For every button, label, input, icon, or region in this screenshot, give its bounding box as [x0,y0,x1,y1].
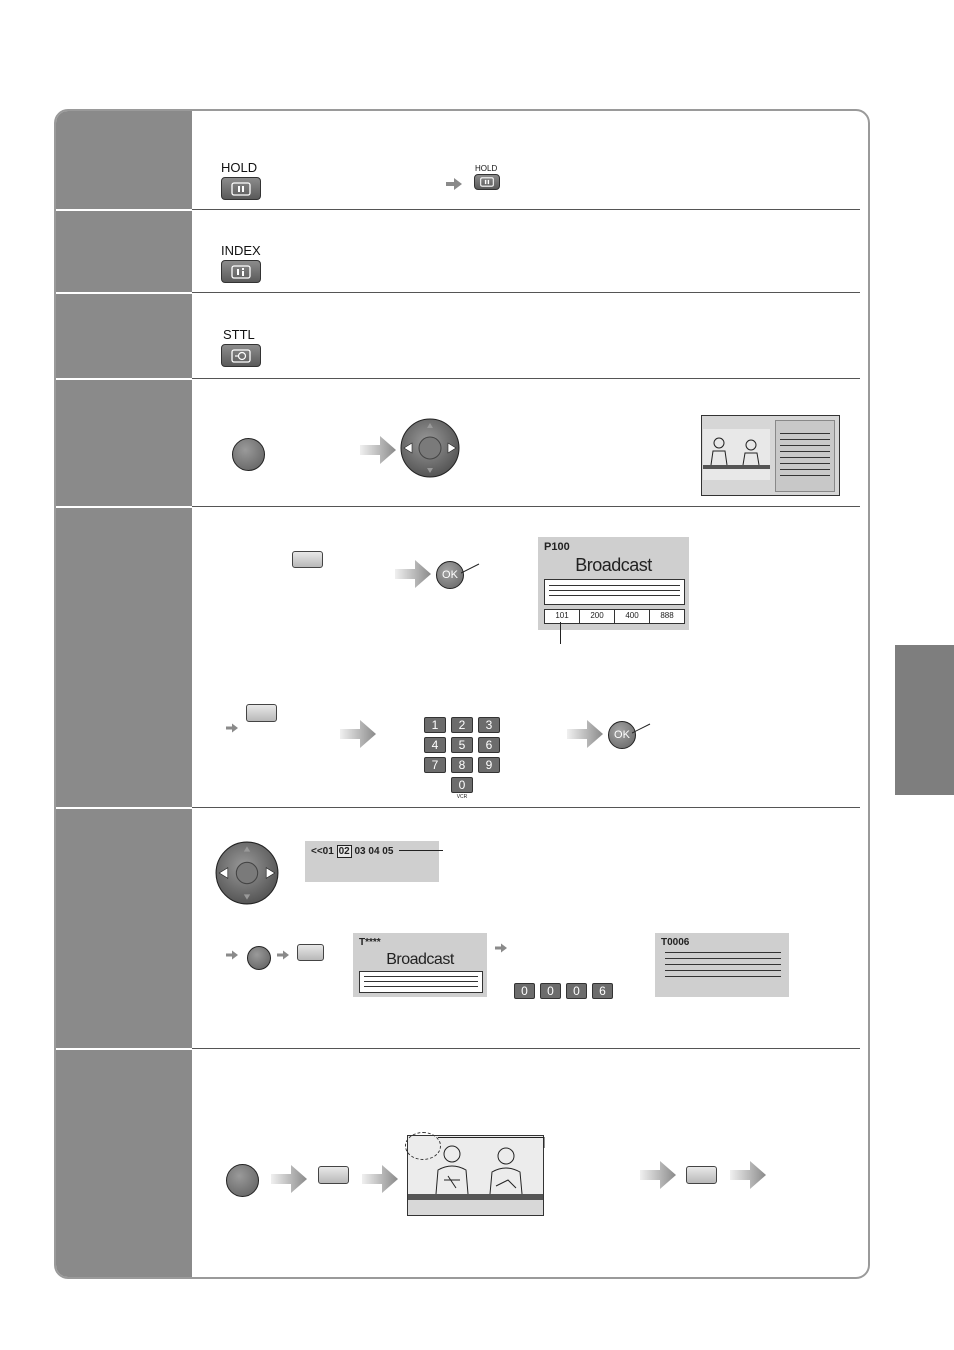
hold-key-label-small: HOLD [475,164,498,173]
chapter-side-tab [895,645,954,795]
dpad-icon [400,418,460,478]
arrow-icon [277,950,289,960]
page-number-entry [514,983,616,1001]
row-divider [192,292,860,293]
row-divider [192,378,860,379]
index-icon [231,265,251,279]
fastext-blue[interactable]: 888 [660,611,674,620]
timed-page-screen [353,933,487,997]
cursor-pad[interactable] [400,418,460,478]
text-area [544,579,685,605]
num-key-4[interactable]: 4 [424,737,446,753]
num-key-1[interactable]: 1 [424,717,446,733]
callout-line [399,849,445,853]
hold-icon [480,177,494,187]
digit-key[interactable]: 0 [514,983,535,999]
subpage-display [305,841,439,882]
timed-broadcast-title: Broadcast [386,951,454,968]
row-divider [56,292,192,294]
vcr-label: VCR [456,794,468,800]
subpage-selected: 02 [338,846,350,857]
fastext-bar [544,609,685,624]
ok-button-2[interactable]: OK [608,721,636,749]
arrow-icon [640,1161,676,1189]
row-divider [56,209,192,211]
digit-key[interactable]: 6 [592,983,613,999]
arrow-icon [226,723,238,733]
num-key-3[interactable]: 3 [478,717,500,733]
subtitle-icon [231,349,251,363]
arrow-icon [362,1165,398,1193]
broadcast-title: Broadcast [575,555,652,575]
digit-key[interactable]: 0 [566,983,587,999]
numeric-keypad [424,717,504,807]
digit-key[interactable]: 0 [540,983,561,999]
colour-key-button[interactable] [297,944,324,961]
function-label-column [56,111,192,1277]
num-key-2[interactable]: 2 [451,717,473,733]
ok-button[interactable]: OK [436,561,464,589]
num-key-9[interactable]: 9 [478,757,500,773]
dpad-icon [215,841,279,905]
text-panel [775,420,835,492]
hold-icon [231,182,251,196]
hold-button[interactable] [221,177,261,200]
subpage-next: 03 04 05 [351,846,394,857]
row-divider [56,1048,192,1050]
result-page-screen [655,933,789,997]
num-key-0[interactable]: 0 [451,777,473,793]
arrow-icon [340,720,376,748]
option-round-button-2[interactable] [247,946,271,970]
fastext-red[interactable]: 101 [545,610,580,623]
callout-line [438,1136,546,1150]
row-divider [56,506,192,508]
page-number: P100 [544,541,570,553]
callout-line [632,723,652,735]
row-divider [192,807,860,808]
option-round-button-3[interactable] [226,1164,259,1197]
cursor-pad-2[interactable] [215,841,279,905]
timed-text-area [359,971,483,993]
index-button[interactable] [221,260,261,283]
fastext-green[interactable]: 200 [580,610,615,623]
picture-and-text-screen [701,415,840,496]
hold-button-small[interactable] [474,174,500,190]
colour-key-button[interactable] [318,1166,349,1184]
arrow-icon [446,178,462,190]
option-round-button[interactable] [232,438,265,471]
row-divider [56,807,192,809]
hold-key-label: HOLD [221,160,258,175]
index-key-label: INDEX [221,243,261,258]
arrow-icon [360,436,396,464]
subpage-list [311,846,393,857]
update-indicator [405,1132,441,1160]
arrow-icon [226,950,238,960]
num-key-6[interactable]: 6 [478,737,500,753]
arrow-icon [271,1165,307,1193]
row-divider [192,209,860,210]
sttl-button[interactable] [221,344,261,367]
colour-key-button[interactable] [246,704,277,722]
result-page-number: T0006 [661,937,690,948]
picture-thumbnail [703,429,770,480]
num-key-5[interactable]: 5 [451,737,473,753]
fastext-yellow[interactable]: 400 [615,610,650,623]
teletext-screen [538,537,689,630]
num-key-7[interactable]: 7 [424,757,446,773]
callout-line [461,563,481,575]
colour-key-button[interactable] [292,551,323,568]
colour-key-button[interactable] [686,1166,717,1184]
row-divider [56,378,192,380]
arrow-icon [395,560,431,588]
num-key-8[interactable]: 8 [451,757,473,773]
arrow-icon [495,943,507,953]
subpage-prev: <<01 [311,846,337,857]
arrow-icon [730,1161,766,1189]
row-divider [192,506,860,507]
timed-page-number: T**** [359,937,381,948]
teletext-functions-table [54,109,870,1279]
row-divider [192,1048,860,1049]
arrow-icon [567,720,603,748]
callout-line [559,622,563,646]
sttl-key-label: STTL [223,327,255,342]
